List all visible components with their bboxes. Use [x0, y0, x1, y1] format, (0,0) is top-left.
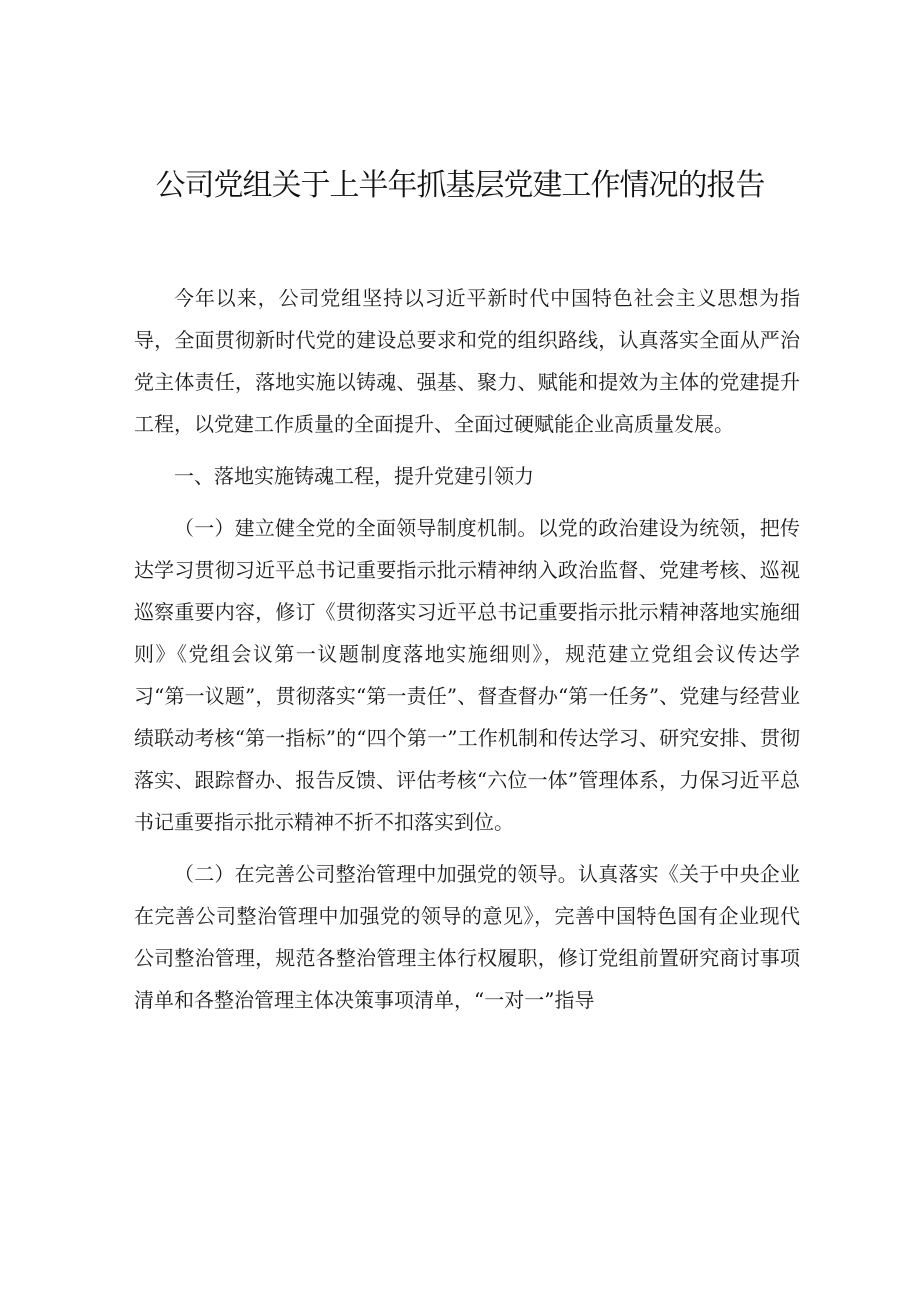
section-heading-1: 一、落地实施铸魂工程，提升党建引领力	[174, 464, 534, 488]
intro-paragraph: 今年以来，公司党组坚持以习近平新时代中国特色社会主义思想为指导，全面贯彻新时代党的建设总要求和党的组织路线，认真落实全面从严治党主体责任，落地实施以铸魂、强基、聚力、赋能和提效为主体的党建提升工程，以党建工作质量的全面提升、全面过硬赋能企业高质量发展。	[134, 286, 800, 436]
document-body	[134, 277, 800, 1021]
subsection-paragraph-2: （二）在完善公司整治管理中加强党的领导。认真落实《关于中央企业在完善公司整治管理中加强党的领导的意见》，完善中国特色国有企业现代公司整治管理，规范各整治管理主体行权履职，修订党组前置研究商讨事项清单和各整治管理主体决策事项清单，“一对一”指导	[134, 862, 800, 1012]
paragraph-gap	[134, 497, 800, 507]
paragraph-gap	[134, 445, 800, 455]
subsection-paragraph-1: （一）建立健全党的全面领导制度机制。以党的政治建设为统领，把传达学习贯彻习近平总书记重要指示批示精神纳入政治监督、党建考核、巡视巡察重要内容，修订《贯彻落实习近平总书记重要指示批示精神落地实施细则》《党组会议第一议题制度落地实施细则》，规范建立党组会议传达学习“第一议题”，贯彻落实“第一责任”、督查督办“第一任务”、党建与经营业绩联动考核“第一指标”的“四个第一”工作机制和传达学习、研究安排、贯彻落实、跟踪督办、报告反馈、评估考核“六位一体”管理体系，力保习近平总书记重要指示批示精神不折不扣落实到位。	[134, 516, 800, 834]
document-title: 公司党组关于上半年抓基层党建工作情况的报告	[155, 168, 765, 203]
paragraph-gap	[134, 843, 800, 853]
